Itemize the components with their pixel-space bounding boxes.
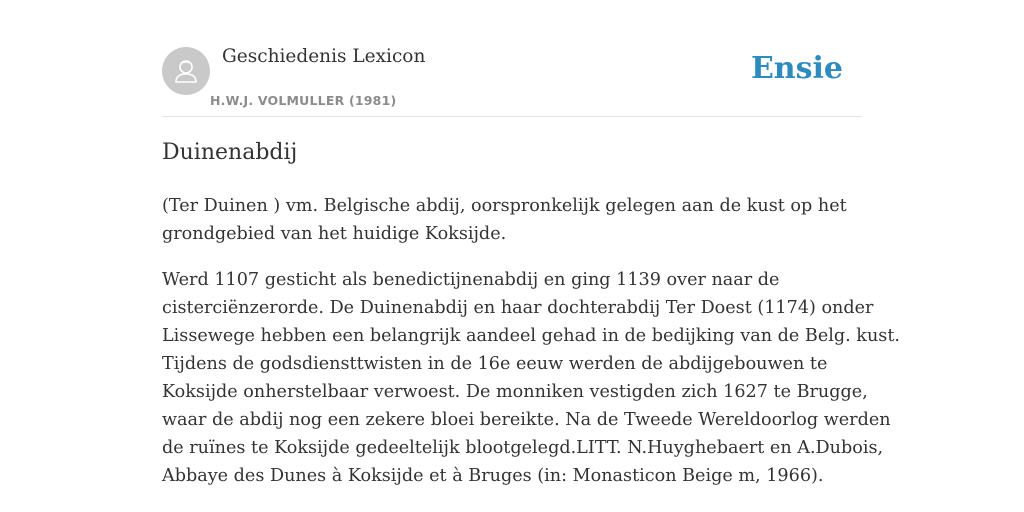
paragraph-line: Werd 1107 gesticht als benedictijnenabdij en ging 1139 over naar de [162,270,780,290]
source-header [162,46,862,117]
paragraph-line: waar de abdij nog een zekere bloei bereikte. Na de Tweede Wereldoorlog werden [162,410,891,430]
paragraph-line: de ruïnes te Koksijde gedeeltelijk blootgelegd.LITT. N.Huyghebaert en A.Dubois, [162,438,884,458]
paragraph-line: Koksijde onherstelbaar verwoest. De monniken vestigden zich 1627 te Brugge, [162,382,868,402]
user-icon [162,47,210,95]
paragraph-line: grondgebied van het huidige Koksijde. [162,224,507,244]
source-title[interactable]: Geschiedenis Lexicon [222,46,426,67]
article-title: Duinenabdij [162,140,298,165]
paragraph-line: (Ter Duinen ) vm. Belgische abdij, oorspronkelijk gelegen aan de kust op het [162,196,847,216]
article-body [162,192,900,508]
paragraph [162,192,862,248]
paragraph-line: Tijdens de godsdiensttwisten in de 16e eeuw werden de abdijgebouwen te [162,354,828,374]
paragraph-line: cisterciënzerorde. De Duinenabdij en haar dochterabdij Ter Doest (1174) onder [162,298,874,318]
paragraph-line: Lissewege hebben een belangrijk aandeel gehad in de bedijking van de Belg. kust. [162,326,900,346]
paragraph [162,266,900,490]
brand-logo[interactable]: Ensie [750,51,843,86]
source-author[interactable]: H.W.J. VOLMULLER (1981) [210,93,397,108]
avatar[interactable] [162,47,210,95]
paragraph-line: Abbaye des Dunes à Koksijde et à Bruges (in: Monasticon Beige m, 1966). [162,466,824,486]
